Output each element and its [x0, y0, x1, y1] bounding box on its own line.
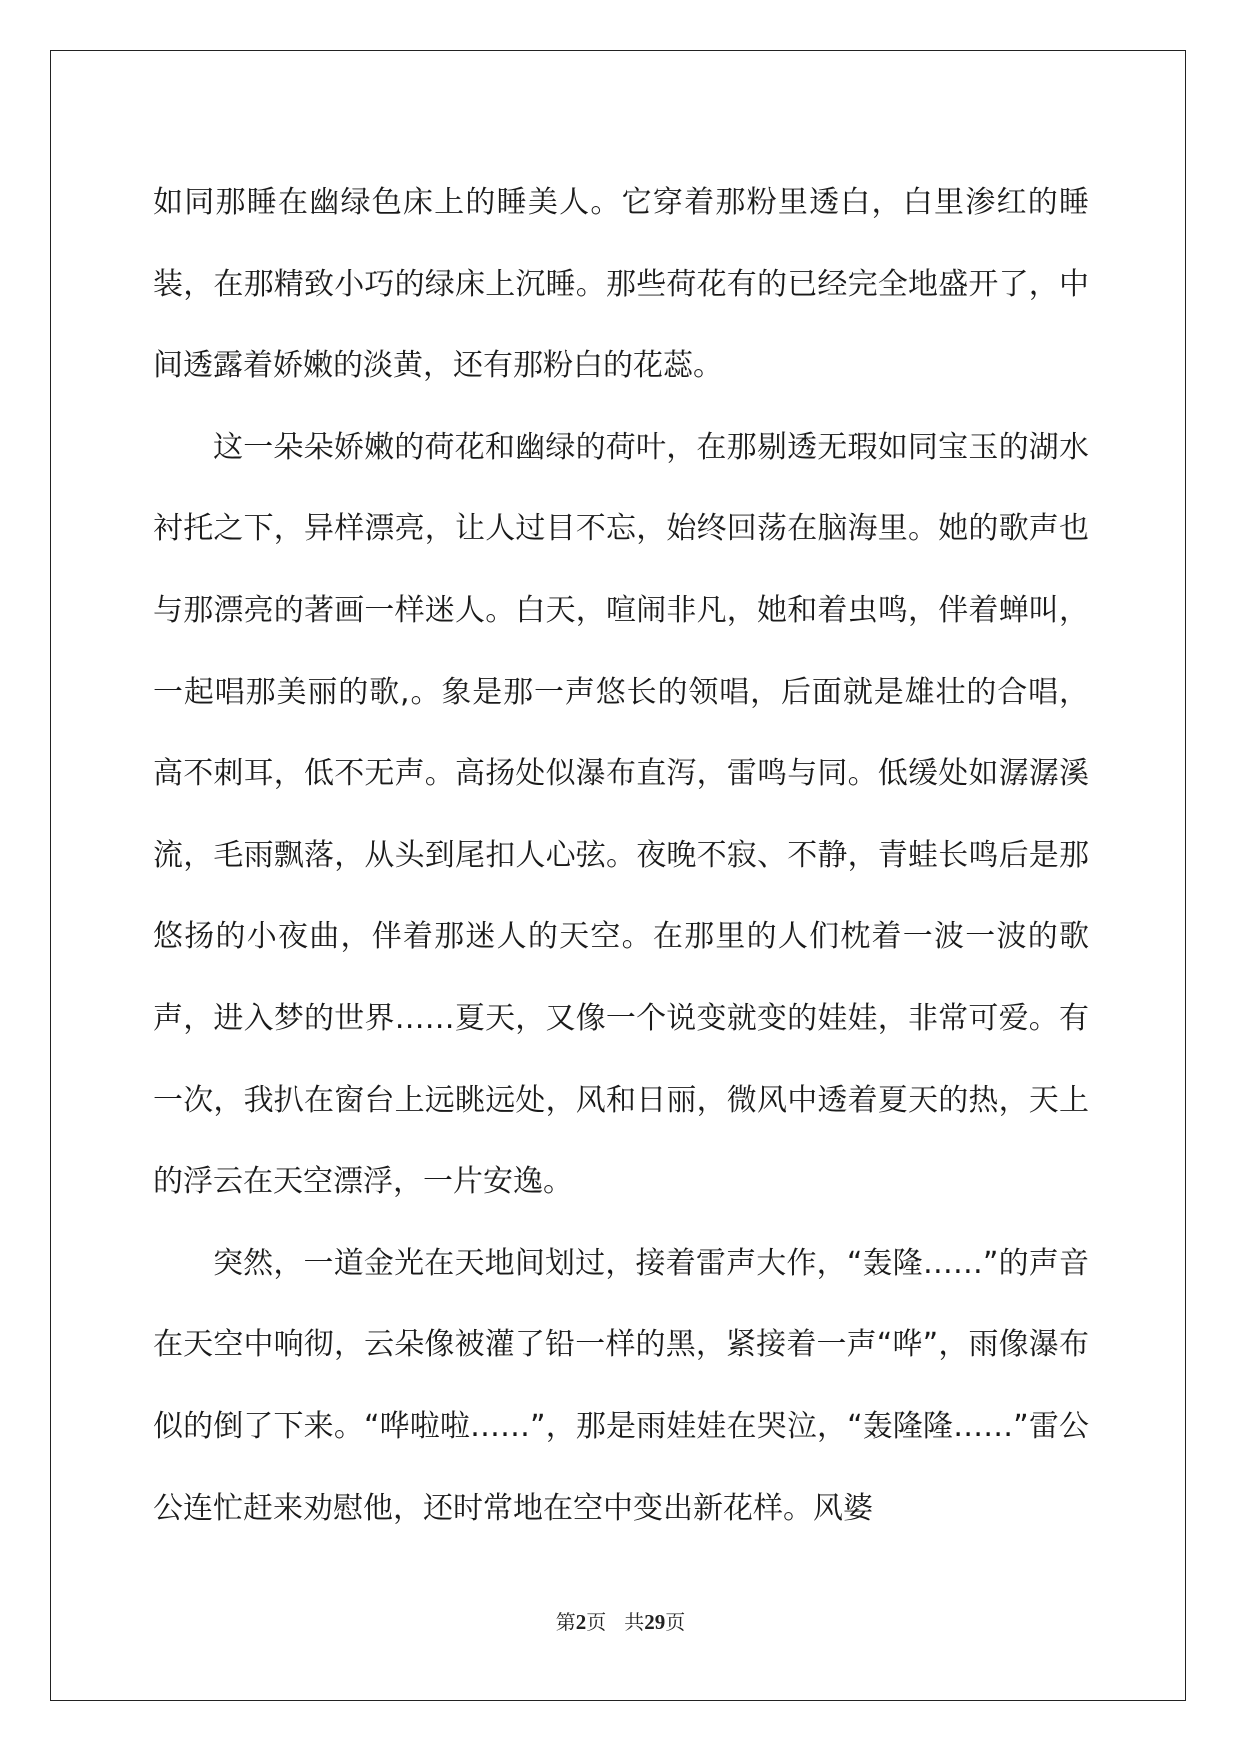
- footer-prefix: 第: [555, 1610, 576, 1634]
- page-footer: [0, 1606, 1241, 1635]
- paragraph-3: 突然，一道金光在天地间划过，接着雷声大作，“轰隆……”的声音在天空中响彻，云朵像被灌了铅一样的黑，紧接着一声“哗”，雨像瀑布似的倒了下来。“哗啦啦……”，那是雨娃娃在哭泣，“轰隆隆……”雷公公连忙赶来劝慰他，还时常地在空中变出新花样。风婆: [153, 1245, 1089, 1526]
- footer-total-prefix: 共: [624, 1610, 645, 1634]
- current-page-number: 2: [575, 1610, 587, 1634]
- paragraph-2: 这一朵朵娇嫩的荷花和幽绿的荷叶，在那剔透无瑕如同宝玉的湖水衬托之下，异样漂亮，让人过目不忘，始终回荡在脑海里。她的歌声也与那漂亮的著画一样迷人。白天，喧闹非凡，她和着虫鸣，伴着蝉叫，一起唱那美丽的歌,。象是那一声悠长的领唱，后面就是雄壮的合唱，高不刺耳，低不无声。高扬处似瀑布直泻，雷鸣与同。低缓处如潺潺溪流，毛雨飘落，从头到尾扣人心弦。夜晚不寂、不静，青蛙长鸣后是那悠扬的小夜曲，伴着那迷人的天空。在那里的人们枕着一波一波的歌声，进入梦的世界……夏天，又像一个说变就变的娃娃，非常可爱。有一次，我扒在窗台上远眺远处，风和日丽，微风中透着夏天的热，天上的浮云在天空漂浮，一片安逸。: [153, 429, 1089, 1200]
- total-pages-number: 29: [644, 1610, 666, 1634]
- footer-total-suffix: 页: [665, 1610, 686, 1634]
- document-body: [153, 162, 1089, 1549]
- paragraph-1: 如同那睡在幽绿色床上的睡美人。它穿着那粉里透白，白里渗红的睡装，在那精致小巧的绿床上沉睡。那些荷花有的已经完全地盛开了，中间透露着娇嫩的淡黄，还有那粉白的花蕊。: [153, 185, 1089, 384]
- footer-page-word: 页: [586, 1610, 607, 1634]
